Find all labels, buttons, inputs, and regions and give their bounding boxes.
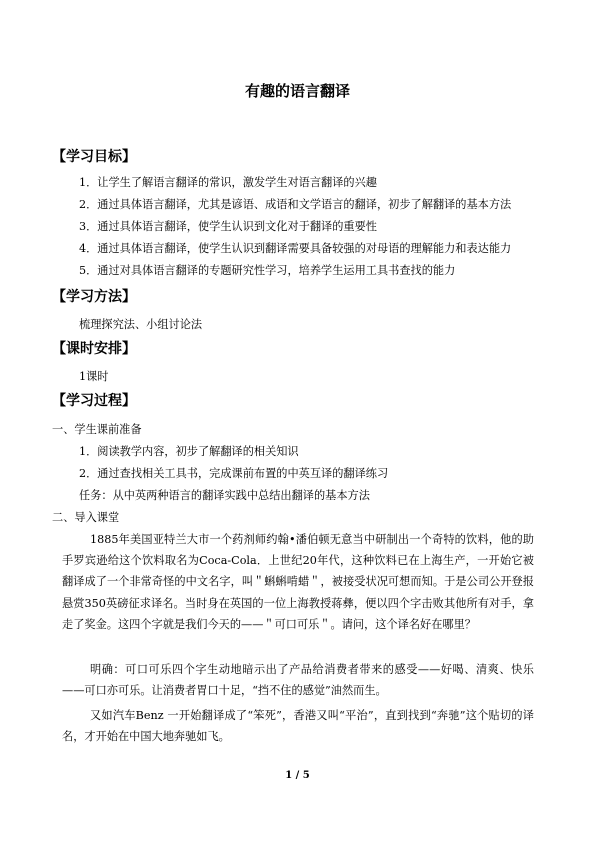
schedule-text: 1课时 — [79, 370, 109, 383]
page-title: 有趣的语言翻译 — [244, 82, 350, 100]
goal-item: 5．通过对具体语言翻译的专题研究性学习，培养学生运用工具书查找的能力 — [79, 264, 456, 277]
body-paragraph: 明确：可口可乐四个字生动地暗示出了产品给消费者带来的感受——好喝、清爽、快乐——可口亦可乐。让消费者胃口十足，“挡不住的感觉”油然而生。 — [62, 663, 534, 698]
process-part1-task: 任务：从中英两种语言的翻译实践中总结出翻译的基本方法 — [79, 489, 370, 502]
section-heading-methods: 【学习方法】 — [52, 289, 136, 305]
goal-item: 1．让学生了解语言翻译的常识，激发学生对语言翻译的兴趣 — [79, 176, 377, 189]
process-part1-title: 一、学生课前准备 — [52, 423, 142, 436]
page-number: 1 / 5 — [285, 770, 310, 781]
goal-item: 2．通过具体语言翻译，尤其是谚语、成语和文学语言的翻译，初步了解翻译的基本方法 — [79, 198, 512, 211]
goal-item: 4．通过具体语言翻译，使学生认识到翻译需要具备较强的对母语的理解能力和表达能力 — [79, 242, 512, 255]
process-part1-item: 1．阅读教学内容，初步了解翻译的相关知识 — [79, 445, 299, 458]
process-part1-item: 2．通过查找相关工具书，完成课前布置的中英互译的翻译练习 — [79, 467, 389, 480]
section-heading-schedule: 【课时安排】 — [52, 341, 136, 357]
body-paragraph: 1885年美国亚特兰大市一个药剂师约翰•潘伯顿无意当中研制出一个奇特的饮料，他的助手罗宾逊给这个饮料取名为Coca-Cola．上世纪20年代，这种饮料已在上海生产，一开始它被翻译成了一个非常奇怪的中文名字，叫＂蝌蝌啃蜡＂，被接受状况可想而知。于是公司公开登报悬赏350英磅征求译名。当时身在英国的一位上海教授蒋彝，便以四个字击败其他所有对手，拿走了奖金。这四个字就是我们今天的——＂可口可乐＂。请问，这个译名好在哪里？ — [62, 533, 534, 631]
process-part2-title: 二、导入课堂 — [52, 511, 120, 524]
goal-item: 3．通过具体语言翻译，使学生认识到文化对于翻译的重要性 — [79, 220, 377, 233]
methods-text: 梳理探究法、小组讨论法 — [79, 318, 203, 331]
body-paragraph: 又如汽车Benz 一开始翻译成了“笨死”，香港又叫“平治”，直到找到“奔驰”这个贴切的译名，才开始在中国大地奔驰如飞。 — [62, 709, 534, 744]
section-heading-process: 【学习过程】 — [52, 393, 136, 409]
section-heading-goals: 【学习目标】 — [52, 149, 136, 165]
